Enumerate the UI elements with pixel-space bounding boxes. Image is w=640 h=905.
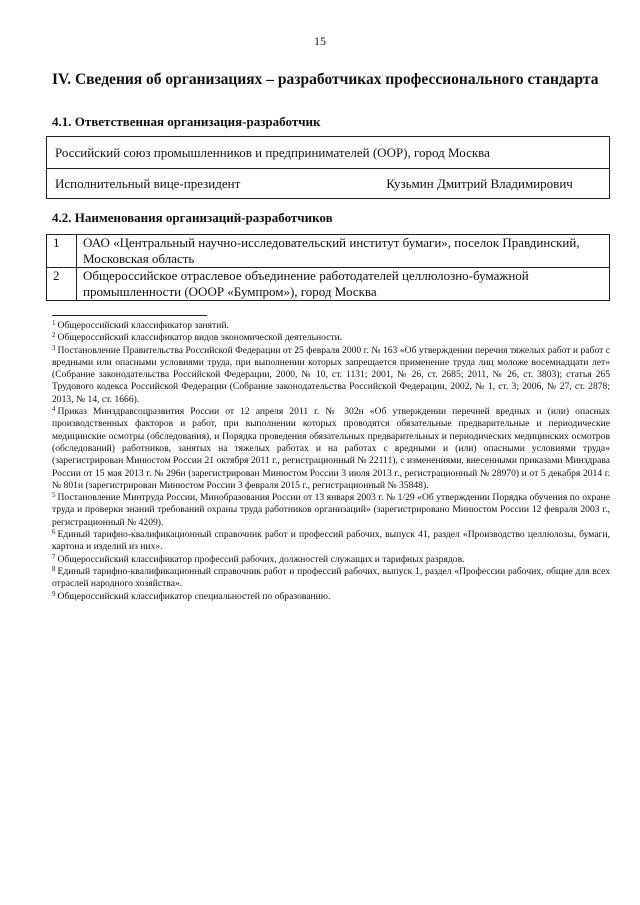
footnote-text: Общероссийский классификатор специальностей по образованию. xyxy=(57,590,331,602)
footnote-divider xyxy=(52,315,207,316)
footnote-number: 2 xyxy=(52,331,56,340)
footnote-text: Общероссийский классификатор профессий рабочих, должностей служащих и тарифных разрядов. xyxy=(57,553,465,565)
footnote-text: Общероссийский классификатор занятий. xyxy=(57,320,229,331)
footnote xyxy=(52,492,610,529)
footnote xyxy=(52,320,610,332)
position-cell: Исполнительный вице-президент xyxy=(47,169,267,199)
footnote-number: 8 xyxy=(52,564,56,573)
developers-heading: 4.2. Наименования организаций-разработчиков xyxy=(52,210,333,225)
table-row xyxy=(47,268,610,301)
footnote xyxy=(52,345,610,406)
footnote xyxy=(52,529,610,554)
table-row xyxy=(47,169,610,199)
person-name-cell: Кузьмин Дмитрий Владимирович xyxy=(266,169,609,199)
footnote-text: Приказ Минздравсоцразвития России от 12 апреля 2011 г. № 302н «Об утверждении перечней вредных и (или) опасных производственных факторов и работ, при выполнении которых проводятся обязательные предварительные и периодические медицинские осмотры (обследования), и Порядка проведения обязательных предварительных и периодических медицинских осмотров (обследований) работников, занятых на тяжелых работах и на работах с вредными и (или) опасными условиями труда» (зарегистрирован Минюстом России 21 октября 2011 г., регистрационный № 22111), с изменениями, внесенными приказами Минздрава России от 15 мая 2013 г. № 296н (зарегистрирован Минюстом России 3 июля 2013 г., регистрационный № 28970) и от 5 декабря 2014 г. № 801н (зарегистрирован Минюстом России 3 февраля 2015 г., регистрационный № 35848). xyxy=(52,406,610,491)
footnote-number: 4 xyxy=(52,405,56,414)
table-row xyxy=(47,235,610,268)
footnote-text: Постановление Минтруда России, Минобразования России от 13 января 2003 г. № 1/29 «Об утверждении Порядка обучения по охране труда и проверки знаний требований охраны труда работников организаций» (зарегистрировано Минюстом России 12 февраля 2003 г., регистрационный № 4209). xyxy=(52,492,610,528)
footnote xyxy=(52,591,610,603)
footnote-number: 7 xyxy=(52,552,56,561)
footnote-number: 1 xyxy=(52,319,56,327)
organization-name: Общероссийское отраслевое объединение работодателей целлюлозно-бумажной промышленности (ОООР «Бумпром»), город Москва xyxy=(77,268,610,301)
footnote-number: 5 xyxy=(52,491,56,500)
developers-table xyxy=(46,234,610,301)
footnote-text: Постановление Правительства Российской Федерации от 25 февраля 2000 г. № 163 «Об утверждении перечня тяжелых работ и работ с вредными или опасными условиями труда, при выполнении которых запрещается применение труда лиц моложе восемнадцати лет» (Собрание законодательства Российской Федерации, 2000, № 10, ст. 1131; 2001, № 26, ст. 2685; 2011, № 26, ст. 3803); статья 265 Трудового кодекса Российской Федерации (Собрание законодательства Российской Федерации, 2002, № 1, ст. 3; 2006, № 27, ст. 2878; 2013, № 14, ст. 1666). xyxy=(52,344,610,405)
footnote-text: Общероссийский классификатор видов экономической деятельности. xyxy=(57,332,343,344)
footnote-number: 6 xyxy=(52,528,56,537)
organization-name: ОАО «Центральный научно-исследовательский институт бумаги», поселок Правдинский, Московская область xyxy=(77,235,610,268)
row-number: 2 xyxy=(47,268,77,301)
footnote-number: 3 xyxy=(52,343,56,352)
footnote-text: Единый тарифно-квалификационный справочник работ и профессий рабочих, выпуск 1, раздел «Профессии рабочих, общие для всех отраслей народного хозяйства». xyxy=(52,565,610,590)
row-number: 1 xyxy=(47,235,77,268)
footnote-text: Единый тарифно-квалификационный справочник работ и профессий рабочих, выпуск 41, раздел «Производство целлюлозы, бумаги, картона и изделий из них». xyxy=(52,529,610,553)
footnote xyxy=(52,332,610,344)
responsible-heading: 4.1. Ответственная организация-разработчик xyxy=(52,114,321,129)
footnote xyxy=(52,554,610,566)
footnote xyxy=(52,406,610,492)
footnote-number: 9 xyxy=(52,589,56,598)
footnote xyxy=(52,566,610,591)
section-title: IV. Сведения об организациях – разработчиках профессионального стандарта xyxy=(52,71,599,88)
responsible-organization-cell: Российский союз промышленников и предпринимателей (ООР), город Москва xyxy=(47,137,610,169)
responsible-organization-table xyxy=(46,136,610,199)
page-number: 15 xyxy=(314,34,326,48)
table-row xyxy=(47,137,610,169)
footnotes-block xyxy=(52,320,610,603)
